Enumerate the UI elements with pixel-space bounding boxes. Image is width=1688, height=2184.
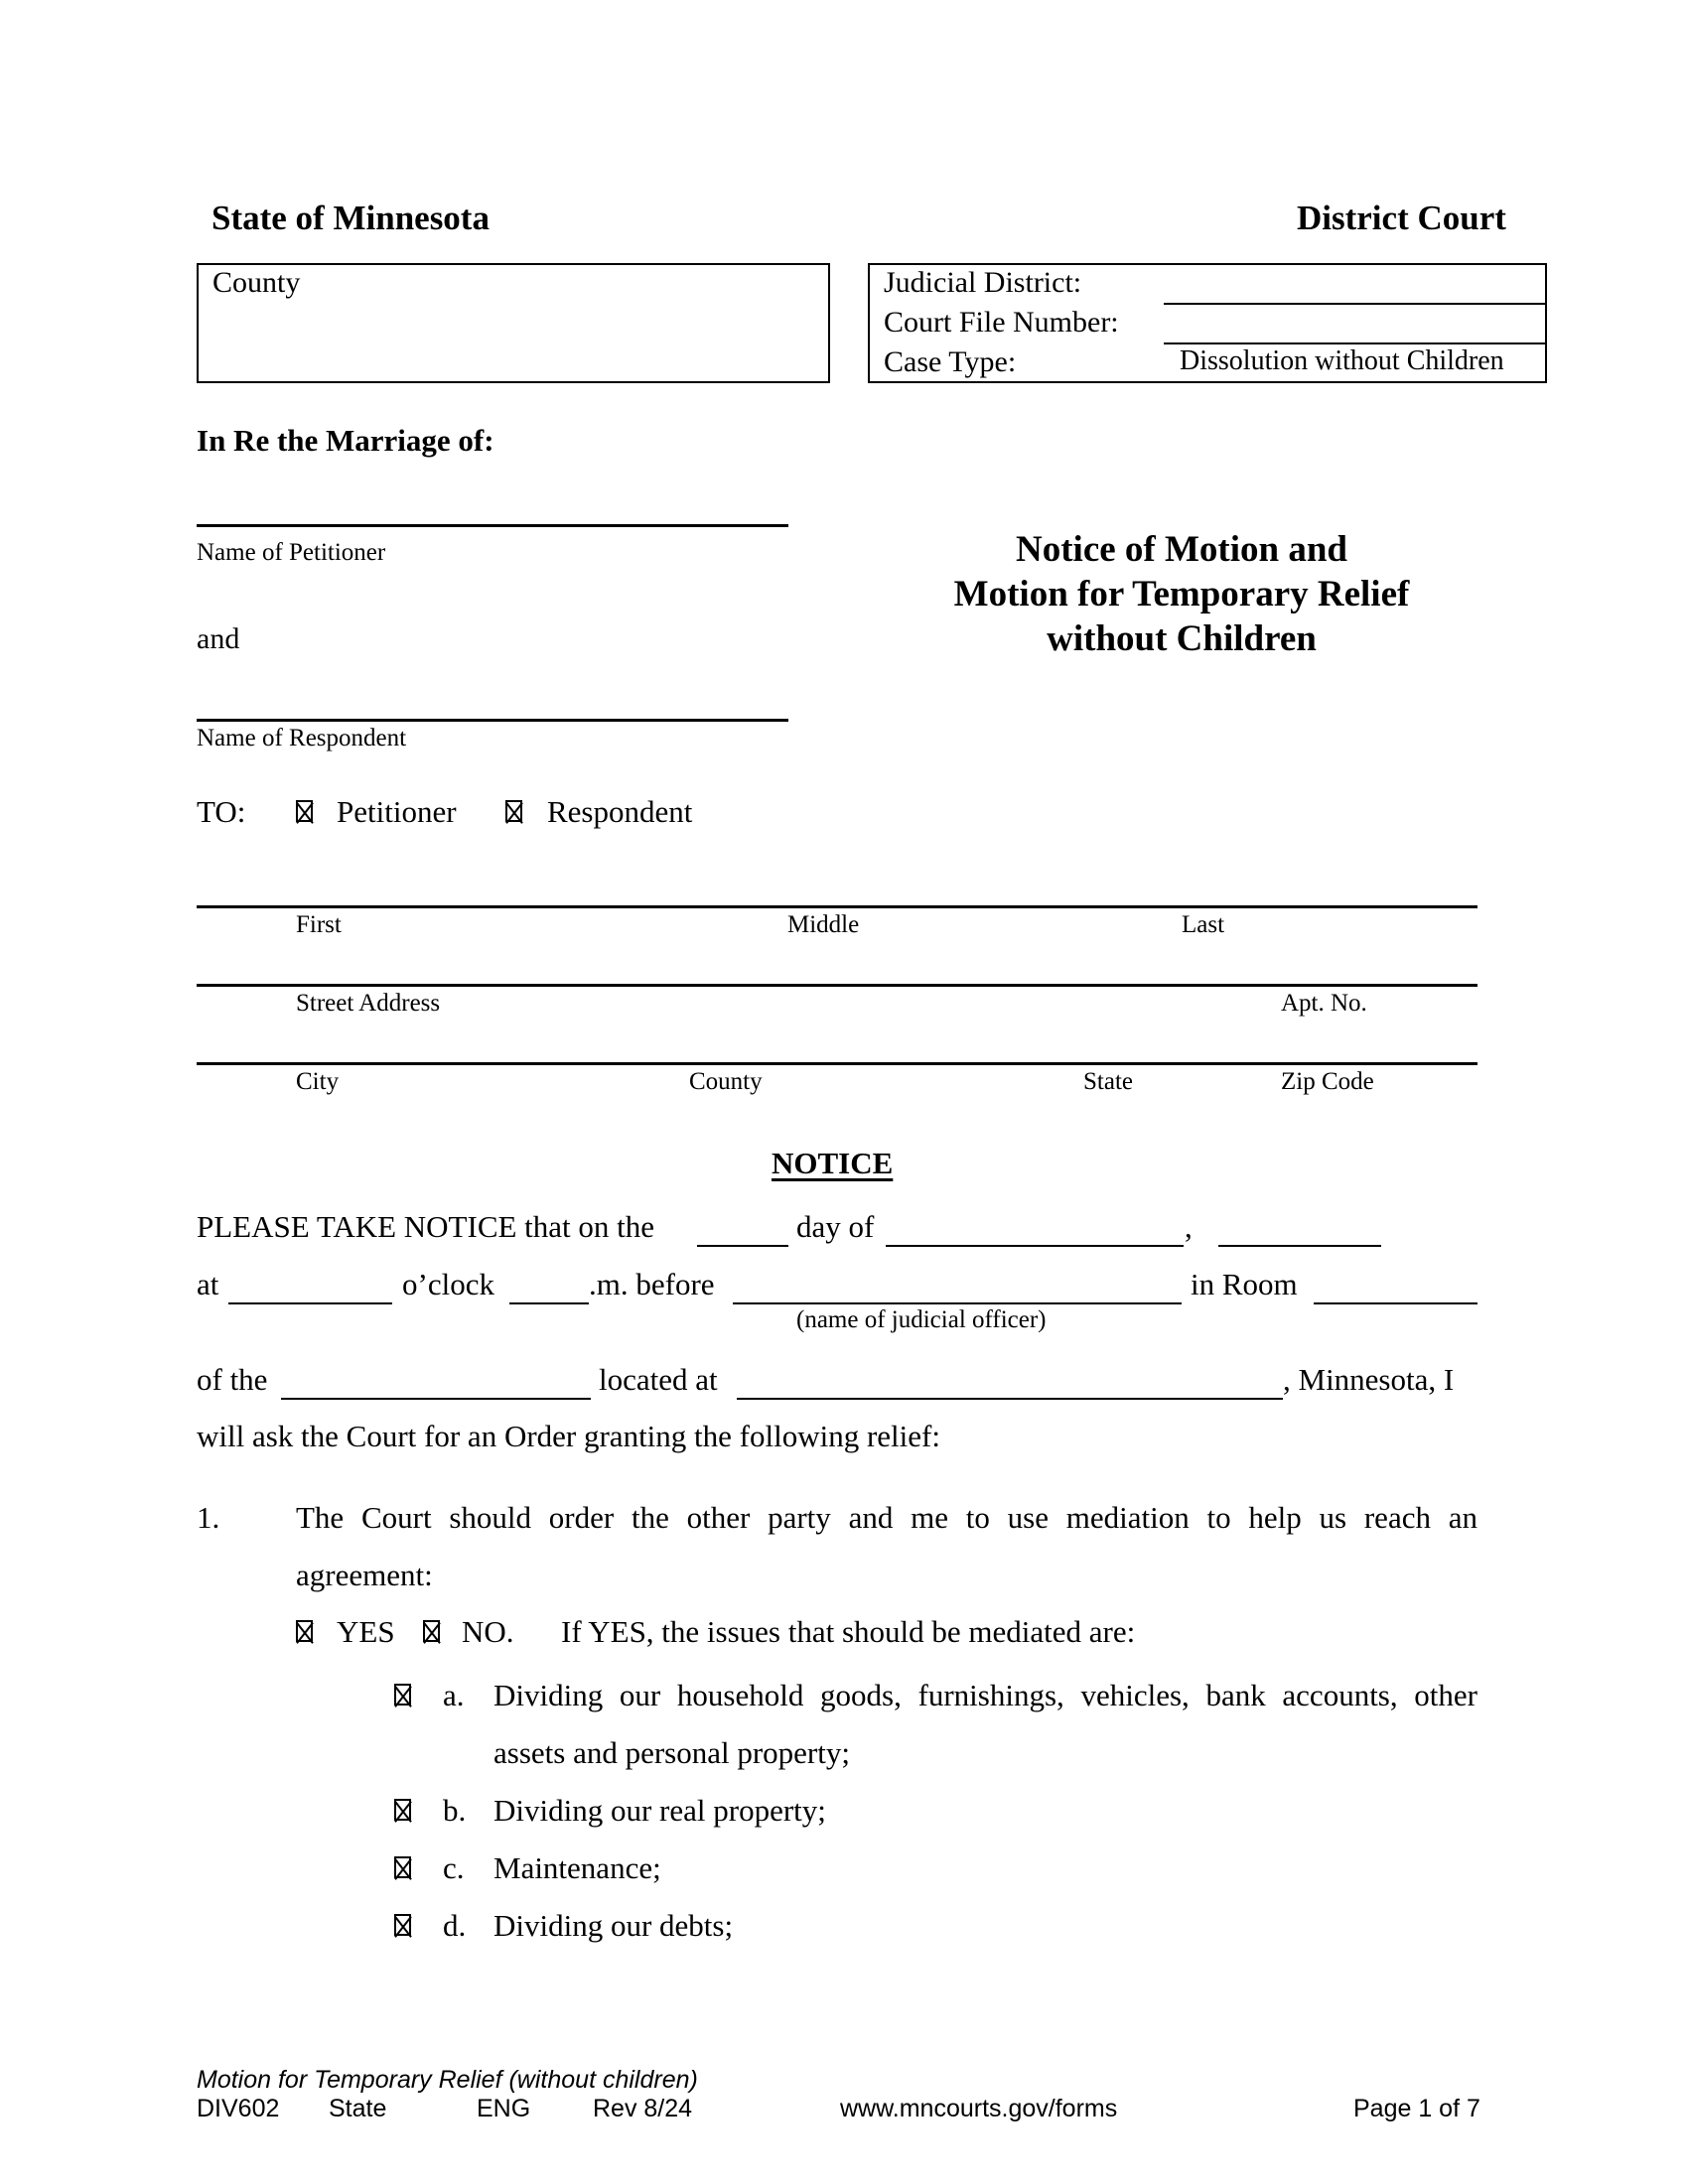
please-take-notice-text: PLEASE TAKE NOTICE that on the — [197, 1209, 655, 1244]
mediation-no-label: NO. — [462, 1614, 514, 1649]
petitioner-option-label: Petitioner — [337, 794, 457, 829]
option-d-text: Dividing our debts; — [493, 1908, 734, 1943]
respondent-name-line[interactable] — [197, 719, 788, 722]
title-line-2: Motion for Temporary Relief — [953, 574, 1410, 614]
petitioner-name-line[interactable] — [197, 524, 788, 527]
day-of-text: day of — [796, 1209, 875, 1244]
option-a-letter: a. — [443, 1678, 465, 1712]
option-a-text-line-1: Dividing our household goods, furnishings, vehicles, bank accounts, other — [493, 1678, 1477, 1712]
option-c-text: Maintenance; — [493, 1850, 661, 1885]
room-field[interactable] — [1314, 1302, 1477, 1304]
at-text: at — [197, 1267, 219, 1301]
first-label: First — [296, 911, 342, 938]
of-the-text: of the — [197, 1362, 268, 1397]
option-a-checkbox[interactable] — [394, 1684, 411, 1706]
mediation-yes-label: YES — [337, 1614, 395, 1649]
will-ask-text: will ask the Court for an Order granting the following relief: — [197, 1419, 940, 1453]
footer-form-code: DIV602 — [197, 2095, 280, 2122]
petitioner-name-label: Name of Petitioner — [197, 539, 386, 566]
name-line[interactable] — [197, 905, 1477, 908]
respondent-option-label: Respondent — [547, 794, 693, 829]
in-re-marriage-label: In Re the Marriage of: — [197, 423, 494, 458]
footer-language: ENG — [477, 2095, 531, 2122]
in-room-text: in Room — [1191, 1267, 1298, 1301]
county-address-label: County — [689, 1068, 763, 1095]
judicial-district-label: Judicial District: — [884, 266, 1082, 299]
day-field[interactable] — [697, 1245, 788, 1247]
hour-field[interactable] — [228, 1302, 392, 1304]
middle-label: Middle — [787, 911, 860, 938]
state-heading: State of Minnesota — [211, 199, 490, 237]
and-text: and — [197, 622, 240, 655]
year-field[interactable] — [1218, 1245, 1381, 1247]
minnesota-i-text: , Minnesota, I — [1283, 1362, 1455, 1397]
mediation-no-checkbox[interactable] — [423, 1620, 440, 1642]
option-a-text-line-2: assets and personal property; — [493, 1735, 850, 1770]
respondent-checkbox[interactable] — [505, 800, 522, 822]
am-pm-field[interactable] — [509, 1302, 589, 1304]
footer-page-number: Page 1 of 7 — [1353, 2095, 1480, 2122]
footer-form-title: Motion for Temporary Relief (without children) — [197, 2066, 698, 2094]
courthouse-field[interactable] — [281, 1398, 591, 1400]
court-heading: District Court — [1297, 199, 1506, 237]
street-address-line[interactable] — [197, 984, 1477, 987]
judicial-district-field[interactable] — [1164, 303, 1547, 305]
county-label: County — [212, 266, 301, 299]
notice-heading: NOTICE — [772, 1146, 894, 1180]
city-label: City — [296, 1068, 340, 1095]
court-file-number-label: Court File Number: — [884, 306, 1119, 339]
last-label: Last — [1182, 911, 1225, 938]
located-at-text: located at — [599, 1362, 718, 1397]
court-file-number-field[interactable] — [1164, 342, 1547, 344]
oclock-text: o’clock — [402, 1267, 494, 1301]
item-1-text-line-2: agreement: — [296, 1558, 433, 1592]
option-b-text: Dividing our real property; — [493, 1793, 826, 1828]
title-line-3: without Children — [1047, 618, 1317, 659]
judicial-officer-caption: (name of judicial officer) — [796, 1306, 1047, 1333]
apt-no-label: Apt. No. — [1281, 990, 1367, 1017]
footer-website[interactable]: www.mncourts.gov/forms — [840, 2095, 1118, 2122]
item-1-text-line-1: The Court should order the other party and me to use mediation to help us reach an — [296, 1500, 1477, 1535]
footer-jurisdiction: State — [329, 2095, 387, 2122]
state-label: State — [1083, 1068, 1133, 1095]
city-line[interactable] — [197, 1062, 1477, 1065]
mediation-yes-checkbox[interactable] — [296, 1620, 313, 1642]
location-field[interactable] — [737, 1398, 1283, 1400]
case-info-box — [868, 263, 1547, 383]
month-field[interactable] — [886, 1245, 1184, 1247]
zip-code-label: Zip Code — [1281, 1068, 1374, 1095]
to-label: TO: — [197, 794, 246, 829]
county-box[interactable] — [197, 263, 830, 383]
option-d-letter: d. — [443, 1908, 467, 1943]
m-before-text: .m. before — [589, 1267, 715, 1301]
if-yes-text: If YES, the issues that should be mediated are: — [561, 1614, 1136, 1649]
petitioner-checkbox[interactable] — [296, 800, 313, 822]
comma-text: , — [1185, 1209, 1193, 1244]
title-line-1: Notice of Motion and — [1016, 529, 1347, 570]
option-b-letter: b. — [443, 1793, 467, 1828]
case-type-value: Dissolution without Children — [1180, 345, 1504, 376]
footer-revision: Rev 8/24 — [593, 2095, 693, 2122]
option-d-checkbox[interactable] — [394, 1914, 411, 1936]
respondent-name-label: Name of Respondent — [197, 725, 407, 751]
option-c-checkbox[interactable] — [394, 1856, 411, 1878]
case-type-label: Case Type: — [884, 345, 1017, 378]
document-title — [904, 527, 1460, 661]
option-b-checkbox[interactable] — [394, 1799, 411, 1821]
judicial-officer-field[interactable] — [733, 1302, 1182, 1304]
item-1-number: 1. — [197, 1500, 220, 1535]
option-c-letter: c. — [443, 1850, 465, 1885]
street-address-label: Street Address — [296, 990, 441, 1017]
